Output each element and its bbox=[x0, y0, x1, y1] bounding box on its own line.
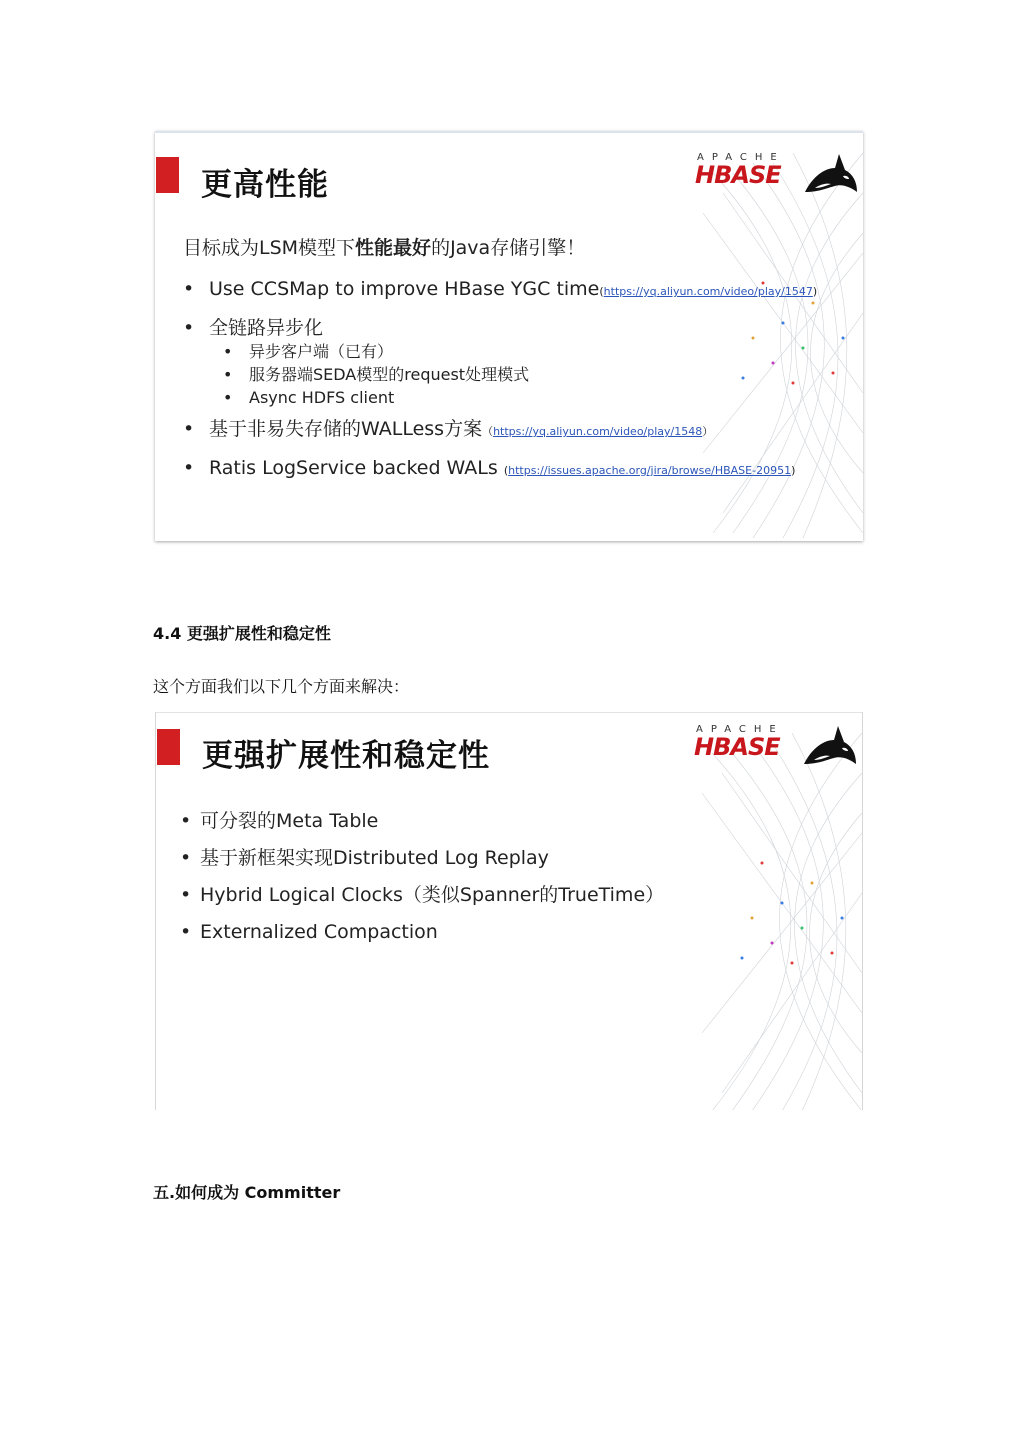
list-item: • Externalized Compaction bbox=[180, 914, 664, 951]
jira-link-hbase-20951[interactable]: https://issues.apache.org/jira/browse/HBASE-20951 bbox=[508, 464, 792, 477]
bullet-list bbox=[183, 271, 817, 489]
list-item: • Use CCSMap to improve HBase YGC time(https://yq.aliyun.com/video/play/1547) bbox=[183, 271, 817, 310]
list-item: • Ratis LogService backed WALs (https://issues.apache.org/jira/browse/HBASE-20951) bbox=[183, 450, 817, 489]
decorative-network-graphic bbox=[692, 713, 862, 1110]
section-paragraph: 这个方面我们以下几个方面来解决： bbox=[153, 677, 410, 696]
hbase-logo bbox=[697, 152, 859, 200]
slide-performance bbox=[155, 131, 863, 541]
logo-hbase-text: HBASE bbox=[695, 161, 781, 189]
list-item: • 基于非易失存储的WALLess方案（https://yq.aliyun.com/video/play/1548） bbox=[183, 411, 817, 450]
slide-title: 更强扩展性和稳定性 bbox=[202, 738, 490, 774]
sub-list-item: • 异步客户端（已有） bbox=[223, 340, 817, 363]
bullet-list bbox=[180, 803, 664, 951]
sub-list-item: • Async HDFS client bbox=[223, 386, 817, 409]
orca-icon bbox=[800, 724, 858, 770]
orca-icon bbox=[801, 152, 859, 198]
hbase-logo bbox=[696, 724, 858, 772]
list-item: • 全链路异步化 • 异步客户端（已有） • 服务器端SEDA模型的request处理模式 • Async HDFS client bbox=[183, 310, 817, 409]
list-item: • 基于新框架实现Distributed Log Replay bbox=[180, 840, 664, 877]
list-item: • Hybrid Logical Clocks（类似Spanner的TrueTime） bbox=[180, 877, 664, 914]
slide-scalability bbox=[155, 712, 863, 1110]
logo-hbase-text: HBASE bbox=[694, 733, 780, 761]
logo-apache-text: APACHE bbox=[696, 724, 784, 735]
video-link-1547[interactable]: https://yq.aliyun.com/video/play/1547 bbox=[603, 285, 813, 298]
sub-bullet-list bbox=[223, 340, 817, 409]
list-item: • 可分裂的Meta Table bbox=[180, 803, 664, 840]
title-accent-bar bbox=[157, 729, 180, 765]
intro-text: 目标成为LSM模型下性能最好的Java存储引擎！ bbox=[183, 237, 586, 259]
title-accent-bar bbox=[156, 157, 179, 193]
sub-list-item: • 服务器端SEDA模型的request处理模式 bbox=[223, 363, 817, 386]
section-heading-5: 五.如何成为 Committer bbox=[153, 1183, 341, 1202]
logo-apache-text: APACHE bbox=[697, 152, 785, 163]
section-heading-4-4: 4.4 更强扩展性和稳定性 bbox=[153, 624, 331, 643]
video-link-1548[interactable]: https://yq.aliyun.com/video/play/1548 bbox=[493, 425, 703, 438]
slide-title: 更高性能 bbox=[201, 167, 329, 203]
